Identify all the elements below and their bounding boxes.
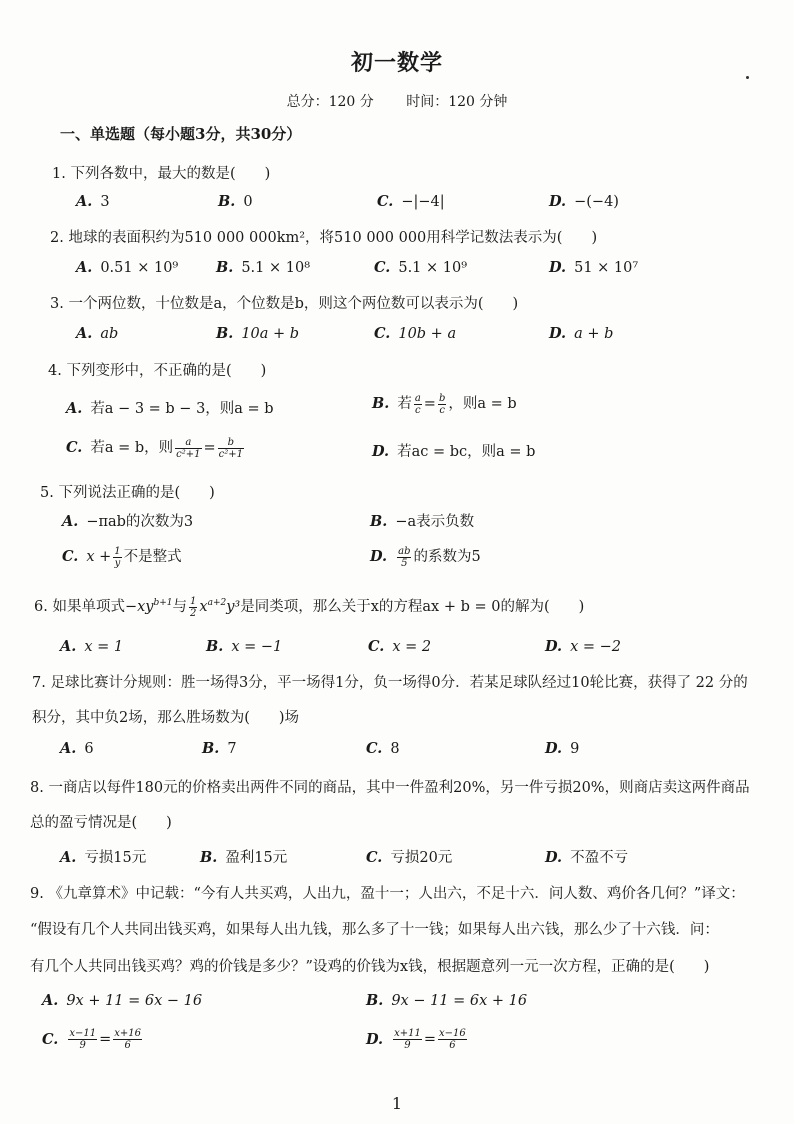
q5-option-b[interactable]: B. −a表示负数 xyxy=(370,513,475,530)
q8-stem-line1: 8. 一商店以每件180元的价格卖出两件不同的商品，其中一件盈利20%，另一件亏损20%，则商店卖这两件商品 xyxy=(30,780,750,796)
q5-stem: 5. 下列说法正确的是( ) xyxy=(40,485,215,501)
q7-option-c[interactable]: C. 8 xyxy=(366,740,400,757)
fraction-a-over-c: $\frac{a}{c}$ xyxy=(414,392,421,416)
fraction-ab-over-5: $\frac{ab}{5}$ xyxy=(398,545,411,569)
q1-option-b[interactable]: B. 0 xyxy=(218,193,253,210)
q4-option-b[interactable]: B. 若 $\frac{a}{c}$ = $\frac{b}{c}$ ，则a = b xyxy=(372,392,517,416)
fraction-b-over-c2: $\frac{b}{\text{c²+1}}$ xyxy=(218,436,244,460)
q9-option-b[interactable]: B. 9x − 11 = 6x + 16 xyxy=(366,992,528,1009)
q3-option-c[interactable]: C. 10b + a xyxy=(374,325,457,342)
page-number: 1 xyxy=(391,1094,403,1113)
q7-option-a[interactable]: A. 6 xyxy=(60,740,94,757)
q3-stem: 3. 一个两位数，十位数是a，个位数是b，则这个两位数可以表示为( ) xyxy=(50,296,519,312)
q9-option-d[interactable]: D. $\frac{x+11}{9}$ = $\frac{x-16}{6}$ xyxy=(366,1028,466,1051)
q2-option-b[interactable]: B. 5.1 × 10⁸ xyxy=(216,259,311,276)
q9-stem-line3: 有几个人共同出钱买鸡？鸡的价钱是多少？”设鸡的价钱为x钱，根据题意列一元一次方程，正确的是( ) xyxy=(30,959,710,975)
fraction-a-over-c2: $\frac{a}{\text{c²+1}}$ xyxy=(176,436,201,460)
q7-stem-line1: 7. 足球比赛计分规则：胜一场得3分，平一场得1分，负一场得0分．若某足球队经过10轮比赛，获得了 22 分的 xyxy=(32,675,748,691)
q5-option-c[interactable]: C. x + $\frac{1}{y}$ 不是整式 xyxy=(62,545,182,569)
fraction-1-over-y: $\frac{1}{y}$ xyxy=(114,545,121,569)
q8-option-c[interactable]: C. 亏损20元 xyxy=(366,849,453,866)
q1-option-d[interactable]: D. −(−4) xyxy=(549,193,619,210)
section-heading: 一、单选题（每小题3分，共30分） xyxy=(60,125,302,143)
q9-option-a[interactable]: A. 9x + 11 = 6x − 16 xyxy=(42,992,203,1009)
q8-stem-line2: 总的盈亏情况是( ) xyxy=(30,815,172,831)
q6-stem: 6. 如果单项式$-xy^{b+1}$与 $\frac{1}{2}$ $x^{a+2}y^3$是同类项，那么关于x的方程ax + b = 0的解为( ) xyxy=(34,595,585,619)
q2-option-c[interactable]: C. 5.1 × 10⁹ xyxy=(374,259,468,276)
fraction-b-over-c: $\frac{b}{c}$ xyxy=(438,392,446,416)
exam-time: 时间：120 分钟 xyxy=(406,94,508,110)
q2-option-d[interactable]: D. 51 × 10⁷ xyxy=(549,259,639,276)
fraction-x-11-over-9: $\frac{x-11}{9}$ xyxy=(69,1028,97,1051)
q1-option-c[interactable]: C. −|−4| xyxy=(377,193,445,210)
q4-option-a[interactable]: A. 若a − 3 = b − 3，则a = b xyxy=(66,400,274,417)
q9-stem-line1: 9. 《九章算术》中记载：“今有人共买鸡，人出九，盈十一；人出六，不足十六．问人数、鸡价各几何？”译文： xyxy=(30,886,745,902)
q6-option-b[interactable]: B. x = −1 xyxy=(206,638,283,655)
q9-option-c[interactable]: C. $\frac{x-11}{9}$ = $\frac{x+16}{6}$ xyxy=(42,1028,141,1051)
q8-option-b[interactable]: B. 盈利15元 xyxy=(200,849,288,866)
scan-speck xyxy=(746,76,749,79)
fraction-x16-over-6: $\frac{x+16}{6}$ xyxy=(114,1028,141,1051)
q3-option-d[interactable]: D. a + b xyxy=(549,325,614,342)
q5-option-a[interactable]: A. −πab的次数为3 xyxy=(62,513,194,530)
total-score: 总分：120 分 xyxy=(286,94,374,110)
q7-option-b[interactable]: B. 7 xyxy=(202,740,237,757)
q8-option-a[interactable]: A. 亏损15元 xyxy=(60,849,147,866)
fraction-x11-over-9: $\frac{x+11}{9}$ xyxy=(394,1028,421,1051)
q2-stem: 2. 地球的表面积约为510 000 000km²，将510 000 000用科学记数法表示为( ) xyxy=(50,230,598,246)
q7-stem-line2: 积分，其中负2场，那么胜场数为( )场 xyxy=(32,710,300,726)
q1-option-a[interactable]: A. 3 xyxy=(76,193,110,210)
exam-meta xyxy=(0,91,794,111)
q6-option-c[interactable]: C. x = 2 xyxy=(368,638,432,655)
q3-option-b[interactable]: B. 10a + b xyxy=(216,325,300,342)
q8-option-d[interactable]: D. 不盈不亏 xyxy=(545,849,629,866)
q7-option-d[interactable]: D. 9 xyxy=(545,740,580,757)
q1-stem: 1. 下列各数中，最大的数是( ) xyxy=(52,166,271,182)
q3-option-a[interactable]: A. ab xyxy=(76,325,119,342)
fraction-x-16-over-6: $\frac{x-16}{6}$ xyxy=(439,1028,466,1051)
q4-option-d[interactable]: D. 若ac = bc，则a = b xyxy=(372,443,536,460)
fraction-one-half: $\frac{1}{2}$ xyxy=(190,595,197,619)
q6-option-a[interactable]: A. x = 1 xyxy=(60,638,124,655)
q2-option-a[interactable]: A. 0.51 × 10⁹ xyxy=(76,259,179,276)
q4-stem: 4. 下列变形中，不正确的是( ) xyxy=(48,363,267,379)
q4-option-c[interactable]: C. 若a = b，则 $\frac{a}{\text{c²+1}}$ = $\frac{b}{\text{c²+1}}$ xyxy=(66,436,244,460)
q5-option-d[interactable]: D. $\frac{ab}{5}$ 的系数为5 xyxy=(370,545,481,569)
page-title: 初一数学 xyxy=(350,50,443,76)
q9-stem-line2: “假设有几个人共同出钱买鸡，如果每人出九钱，那么多了十一钱；如果每人出六钱，那么少了十六钱．问： xyxy=(30,922,719,938)
q6-option-d[interactable]: D. x = −2 xyxy=(545,638,622,655)
